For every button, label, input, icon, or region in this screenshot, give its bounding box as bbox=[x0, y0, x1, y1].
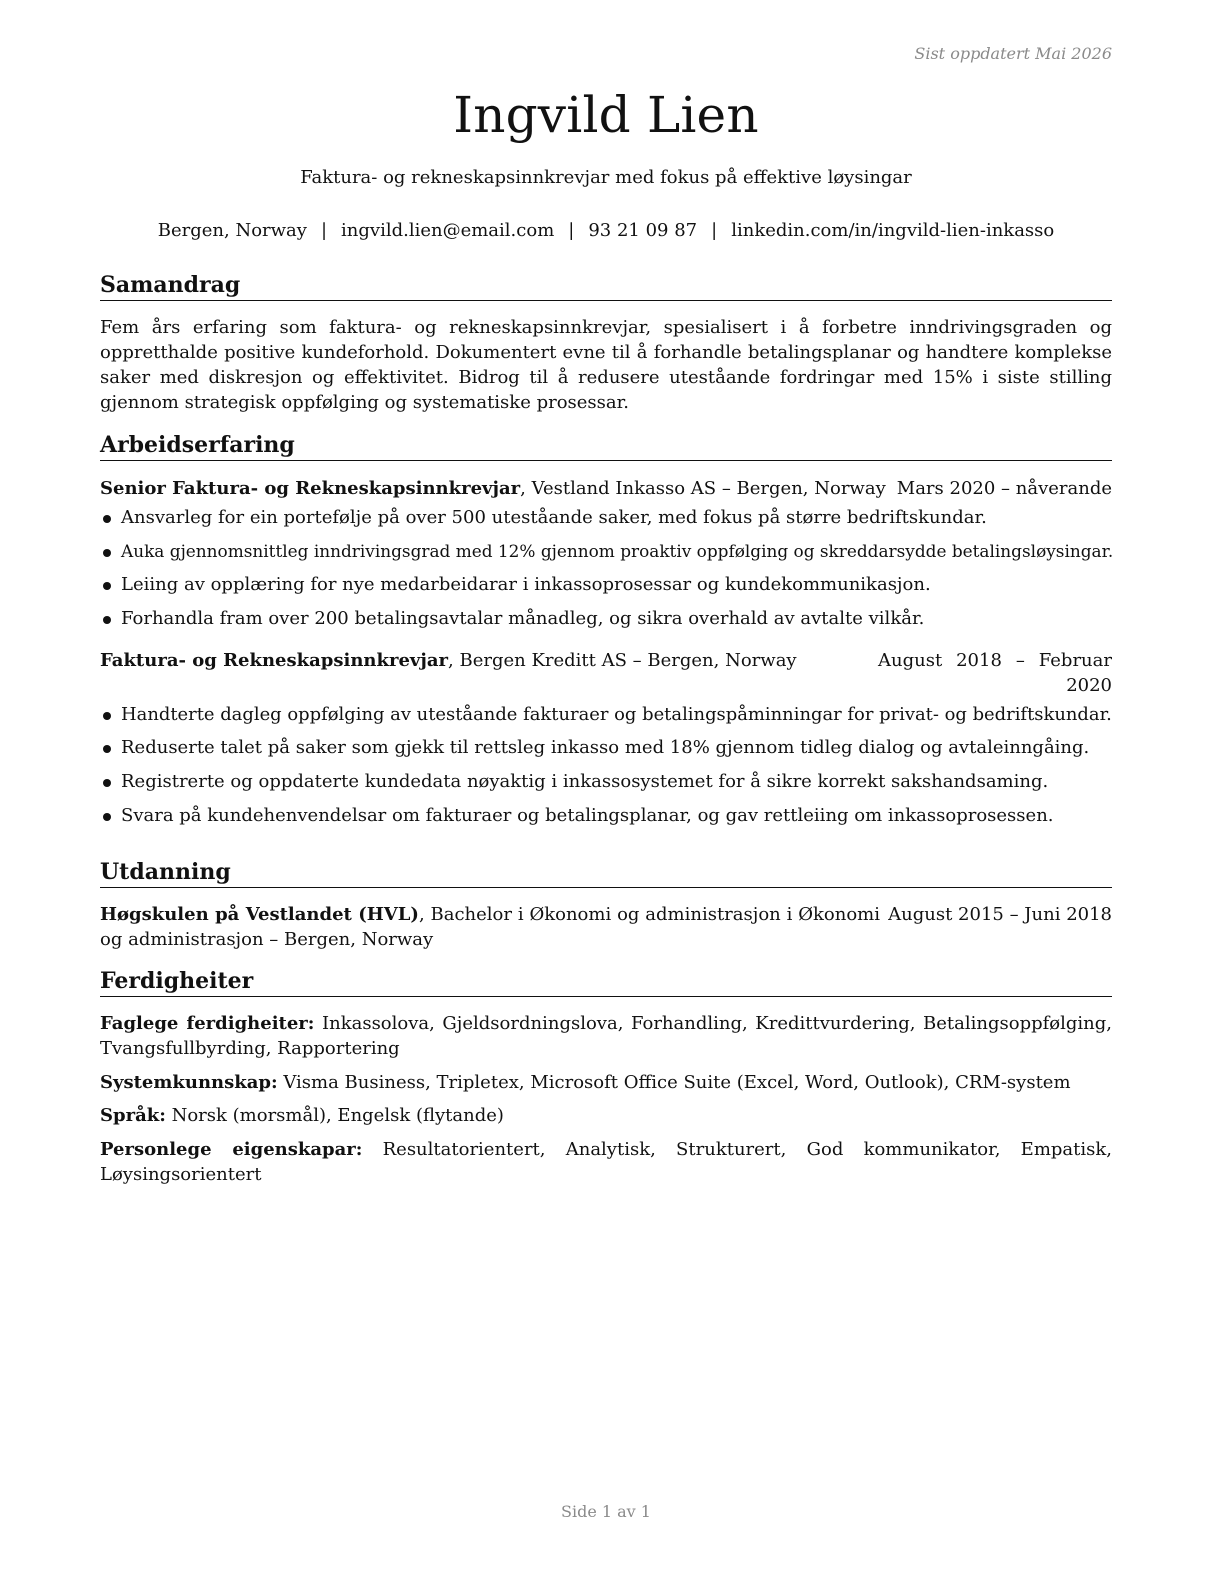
skill-value: Inkassolova, Gjeldsordningslova, Forhandling, Kredittvurdering, Betalingsoppfølging, Tvangsfullbyrding, Rapportering bbox=[100, 1013, 1112, 1059]
job-dates: Mars 2020 – nåverande bbox=[896, 478, 1112, 499]
list-item bbox=[100, 606, 1112, 631]
skill-value: Visma Business, Tripletex, Microsoft Office Suite (Excel, Word, Outlook), CRM-system bbox=[277, 1071, 1071, 1093]
bullet-text: Handterte dagleg oppfølging av uteståande fakturaer og betalingspåminningar for privat- og bedriftskundar. bbox=[121, 703, 1112, 725]
list-item bbox=[100, 735, 1112, 760]
bullet-text: Registrerte og oppdaterte kundedata nøyaktig i inkassosystemet for å sikre korrekt sakshandsaming. bbox=[121, 770, 1049, 792]
bullet-text: Reduserte talet på saker som gjekk til rettsleg inkasso med 18% gjennom tidleg dialog og avtaleinngåing. bbox=[121, 737, 1090, 759]
skill-row bbox=[100, 1011, 1112, 1061]
job-company: , Vestland Inkasso AS – Bergen, Norway bbox=[520, 478, 886, 499]
list-item bbox=[100, 702, 1112, 727]
skill-label: Språk: bbox=[100, 1105, 166, 1127]
job-bullets bbox=[100, 505, 1112, 631]
bullet-icon bbox=[103, 779, 111, 787]
skill-label: Faglege ferdigheiter: bbox=[100, 1013, 315, 1034]
experience-section bbox=[100, 432, 1112, 836]
education-entry bbox=[100, 902, 1112, 952]
page-number: Side 1 av 1 bbox=[561, 1502, 651, 1521]
bullet-text: Auka gjennomsnittleg inndrivingsgrad med 12% gjennom proaktiv oppfølging og skreddarsydde betalingsløysingar. bbox=[121, 540, 1114, 561]
contact-linkedin[interactable]: linkedin.com/in/ingvild-lien-inkasso bbox=[731, 220, 1055, 241]
bullet-icon bbox=[103, 813, 111, 821]
contact-line bbox=[100, 220, 1112, 241]
bullet-text: Ansvarleg for ein portefølje på over 500 uteståande saker, med fokus på større bedriftskundar. bbox=[121, 507, 987, 528]
contact-separator: | bbox=[568, 220, 575, 241]
candidate-name: Ingvild Lien bbox=[453, 86, 759, 144]
contact-email[interactable]: ingvild.lien@email.com bbox=[341, 220, 555, 241]
bullet-text: Leiing av opplæring for nye medarbeidarar i inkassoprosessar og kundekommunikasjon. bbox=[121, 574, 931, 596]
contact-separator: | bbox=[320, 220, 328, 241]
contact-separator: | bbox=[711, 220, 718, 241]
bullet-icon bbox=[103, 515, 111, 523]
section-title: Arbeidserfaring bbox=[100, 432, 1112, 461]
bullet-icon bbox=[103, 712, 111, 720]
skill-value: Norsk (morsmål), Engelsk (flytande) bbox=[165, 1105, 504, 1127]
last-updated: Sist oppdatert Mai 2026 bbox=[914, 44, 1112, 63]
skill-row bbox=[100, 1137, 1112, 1187]
summary-section bbox=[100, 272, 1112, 415]
skills-section bbox=[100, 968, 1112, 1195]
skill-value: Resultatorientert, Analytisk, Strukturert, God kommunikator, Empatisk, Løysingsorientert bbox=[100, 1138, 1112, 1185]
education-section bbox=[100, 859, 1112, 952]
job-role: Senior Faktura- og Rekneskapsinnkrevjar bbox=[100, 478, 521, 499]
list-item bbox=[100, 803, 1112, 828]
job-header bbox=[100, 648, 1112, 698]
bullet-text: Forhandla fram over 200 betalingsavtalar månadleg, og sikra overhald av avtalte vilkår. bbox=[121, 607, 925, 629]
list-item bbox=[100, 539, 1112, 564]
bullet-icon bbox=[103, 616, 111, 624]
degree-detail: , Bachelor i Økonomi og administrasjon i Økonomi og administrasjon – Bergen, Norway bbox=[100, 904, 880, 950]
skill-row bbox=[100, 1103, 1112, 1128]
bullet-icon bbox=[103, 582, 111, 590]
summary-text: Fem års erfaring som faktura- og rekneskapsinnkrevjar, spesialisert i å forbetre inndrivingsgraden og oppretthalde positive kundeforhold. Dokumentert evne til å forhandle betalingsplanar og handtere komplekse saker med diskresjon og effektivitet. Bidrog til å redusere uteståande fordringar med 15% i siste stilling gjennom strategisk oppfølging og systematiske prosessar. bbox=[100, 317, 1112, 413]
list-item bbox=[100, 572, 1112, 597]
skill-label: Personlege eigenskapar: bbox=[100, 1138, 363, 1160]
job-bullets bbox=[100, 702, 1112, 828]
school-name: Høgskulen på Vestlandet (HVL) bbox=[100, 904, 419, 925]
list-item bbox=[100, 505, 1112, 530]
skill-row bbox=[100, 1070, 1112, 1095]
bullet-icon bbox=[103, 549, 111, 557]
education-dates: August 2015 – Juni 2018 bbox=[888, 904, 1112, 925]
skill-label: Systemkunnskap: bbox=[100, 1071, 278, 1093]
job-company: , Bergen Kreditt AS – Bergen, Norway bbox=[448, 649, 797, 671]
contact-phone[interactable]: 93 21 09 87 bbox=[588, 220, 698, 241]
list-item bbox=[100, 769, 1112, 794]
job-entry bbox=[100, 648, 1112, 828]
resume-page bbox=[100, 0, 1112, 1584]
section-title: Samandrag bbox=[100, 272, 1112, 301]
section-title: Ferdigheiter bbox=[100, 968, 1112, 997]
bullet-icon bbox=[103, 745, 111, 753]
bullet-text: Svara på kundehenvendelsar om fakturaer og betalingsplanar, og gav rettleiing om inkassoprosessen. bbox=[121, 804, 1054, 826]
contact-location: Bergen, Norway bbox=[157, 220, 307, 241]
skills-list bbox=[100, 1011, 1112, 1187]
section-title: Utdanning bbox=[100, 859, 1112, 888]
job-header bbox=[100, 476, 1112, 501]
tagline: Faktura- og rekneskapsinnkrevjar med fokus på effektive løysingar bbox=[300, 167, 912, 188]
job-dates: August 2018 – Februar 2020 bbox=[878, 649, 1112, 696]
job-entry bbox=[100, 476, 1112, 631]
job-role: Faktura- og Rekneskapsinnkrevjar bbox=[100, 649, 449, 671]
